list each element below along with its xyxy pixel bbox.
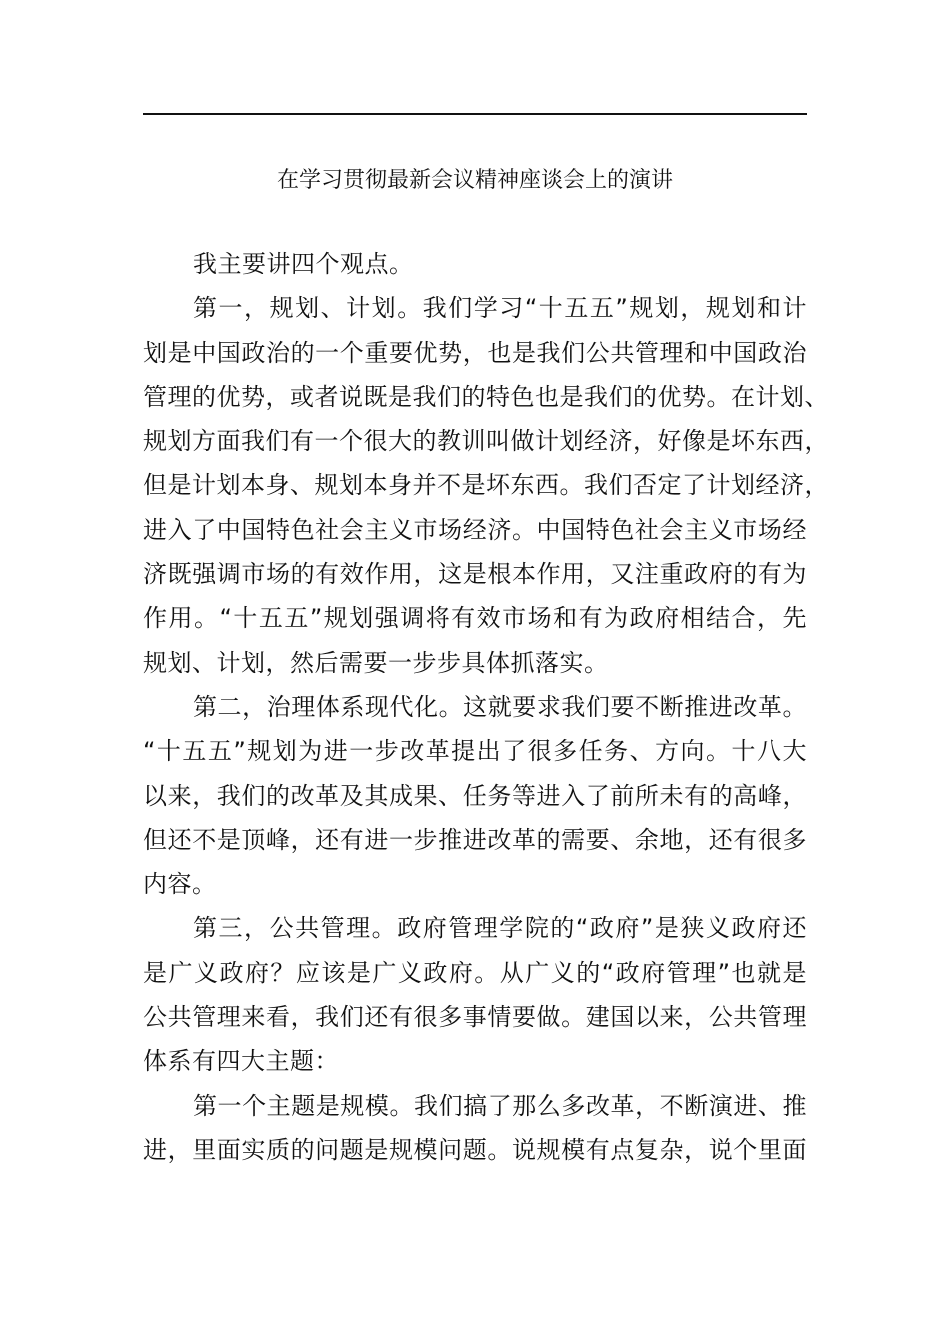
paragraph-point-one-line: 规划、计划，然后需要一步步具体抓落实。 <box>143 648 609 677</box>
paragraph-point-two-line: 以来，我们的改革及其成果、任务等进入了前所未有的高峰， <box>143 781 807 810</box>
paragraph-point-one-line: 但是计划本身、规划本身并不是坏东西。我们否定了计划经济， <box>143 471 829 500</box>
paragraph-point-two-line: 第二，治理体系现代化。这就要求我们要不断推进改革。 <box>193 692 807 721</box>
paragraph-point-two-line: “十五五”规划为进一步改革提出了很多任务、方向。十八大 <box>143 737 807 766</box>
paragraph-point-three-line: 体系有四大主题： <box>143 1047 339 1076</box>
paragraph-point-one-line: 管理的优势，或者说既是我们的特色也是我们的优势。在计划、 <box>143 382 829 411</box>
paragraph-point-two-line: 但还不是顶峰，还有进一步推进改革的需要、余地，还有很多 <box>143 825 807 854</box>
header-rule <box>143 113 807 115</box>
paragraph-theme-one-line: 第一个主题是规模。我们搞了那么多改革，不断演进、推 <box>193 1091 807 1120</box>
document-title: 在学习贯彻最新会议精神座谈会上的演讲 <box>276 168 673 193</box>
paragraph-point-one-line: 济既强调市场的有效作用，这是根本作用，又注重政府的有为 <box>143 560 807 589</box>
paragraph-point-three-line: 公共管理来看，我们还有很多事情要做。建国以来，公共管理 <box>143 1003 807 1032</box>
paragraph-theme-one-line: 进，里面实质的问题是规模问题。说规模有点复杂，说个里面 <box>143 1135 807 1164</box>
document-body <box>143 246 829 1176</box>
paragraph-point-one-line: 作用。“十五五”规划强调将有效市场和有为政府相结合，先 <box>143 604 807 633</box>
paragraph-point-one-line: 规划方面我们有一个很大的教训叫做计划经济，好像是坏东西， <box>143 427 829 456</box>
paragraph-point-one-line: 第一，规划、计划。我们学习“十五五”规划，规划和计 <box>193 294 807 323</box>
paragraph-point-one-line: 划是中国政治的一个重要优势，也是我们公共管理和中国政治 <box>143 338 807 367</box>
paragraph-point-two-line: 内容。 <box>143 870 217 899</box>
paragraph-point-three-line: 是广义政府？应该是广义政府。从广义的“政府管理”也就是 <box>143 958 807 987</box>
paragraph-point-three-line: 第三，公共管理。政府管理学院的“政府”是狭义政府还 <box>193 914 807 943</box>
paragraph-point-one-line: 进入了中国特色社会主义市场经济。中国特色社会主义市场经 <box>143 515 807 544</box>
paragraph-intro-line: 我主要讲四个观点。 <box>193 250 414 278</box>
